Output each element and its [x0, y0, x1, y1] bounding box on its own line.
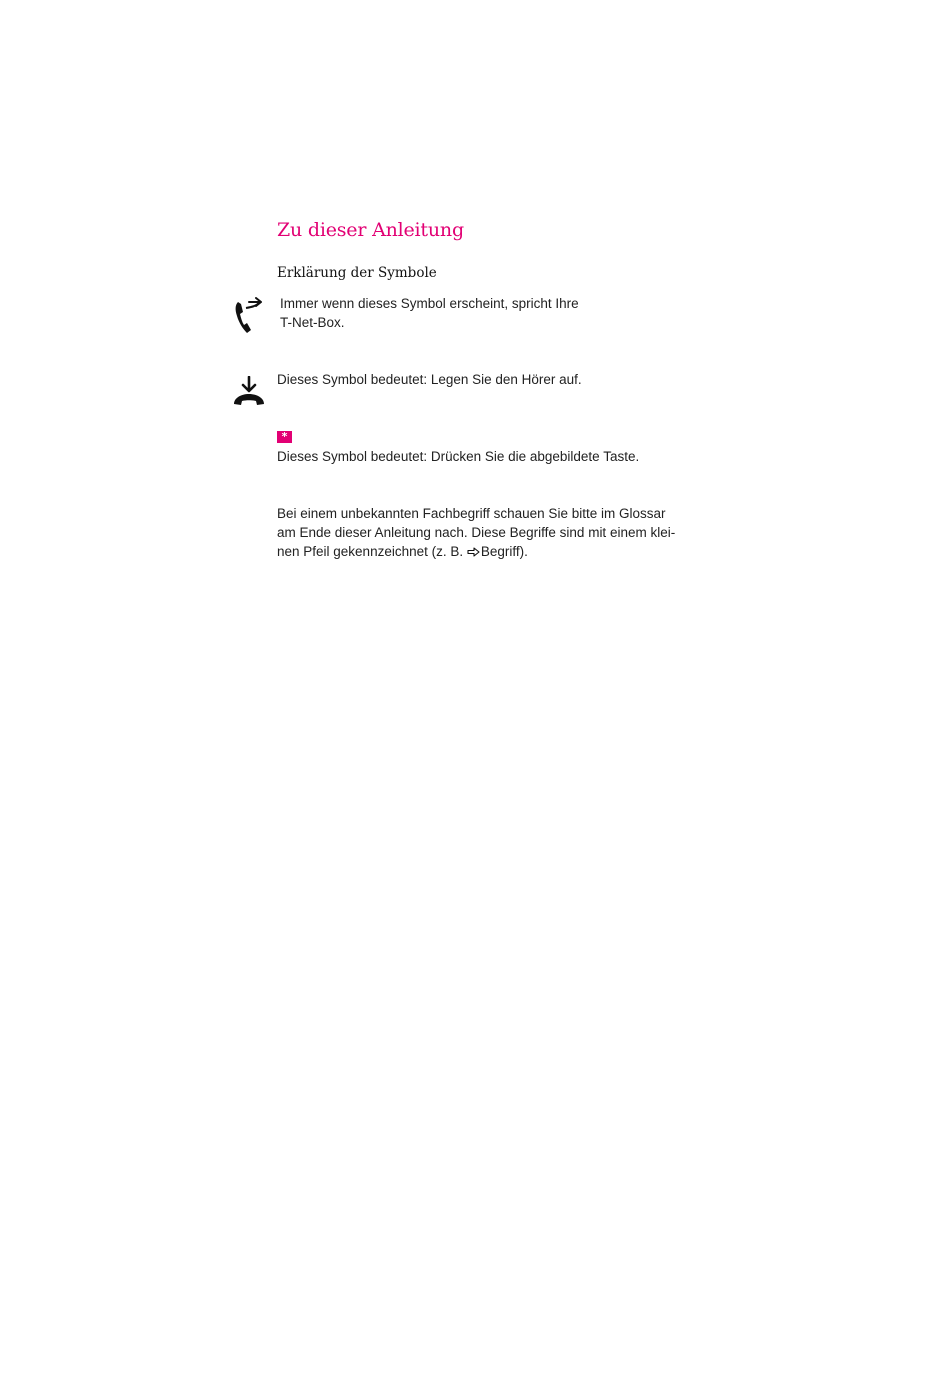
page-title: Zu dieser Anleitung — [277, 219, 464, 241]
hang-up-icon — [232, 376, 268, 408]
glossary-arrow-icon — [467, 547, 481, 557]
glossary-line3-end: Begriff). — [480, 544, 528, 559]
glossary-line2: am Ende dieser Anleitung nach. Diese Begriffe sind mit einem klei- — [277, 525, 676, 540]
symbol-phone-text-line1: Immer wenn dieses Symbol erscheint, spricht Ihre — [280, 296, 579, 311]
phone-speaking-icon — [232, 296, 266, 336]
glossary-line3-start: nen Pfeil gekennzeichnet (z. B. — [277, 544, 467, 559]
glossary-note — [277, 504, 675, 561]
section-heading-symbols: Erklärung der Symbole — [277, 265, 437, 281]
star-key-icon: * — [277, 431, 292, 443]
symbol-key-text: Dieses Symbol bedeutet: Drücken Sie die abgebildete Taste. — [277, 449, 640, 464]
symbol-hangup-text: Dieses Symbol bedeutet: Legen Sie den Hörer auf. — [277, 372, 582, 387]
glossary-line1: Bei einem unbekannten Fachbegriff schauen Sie bitte im Glossar — [277, 506, 666, 521]
symbol-phone-text-line2: T-Net-Box. — [280, 315, 345, 330]
